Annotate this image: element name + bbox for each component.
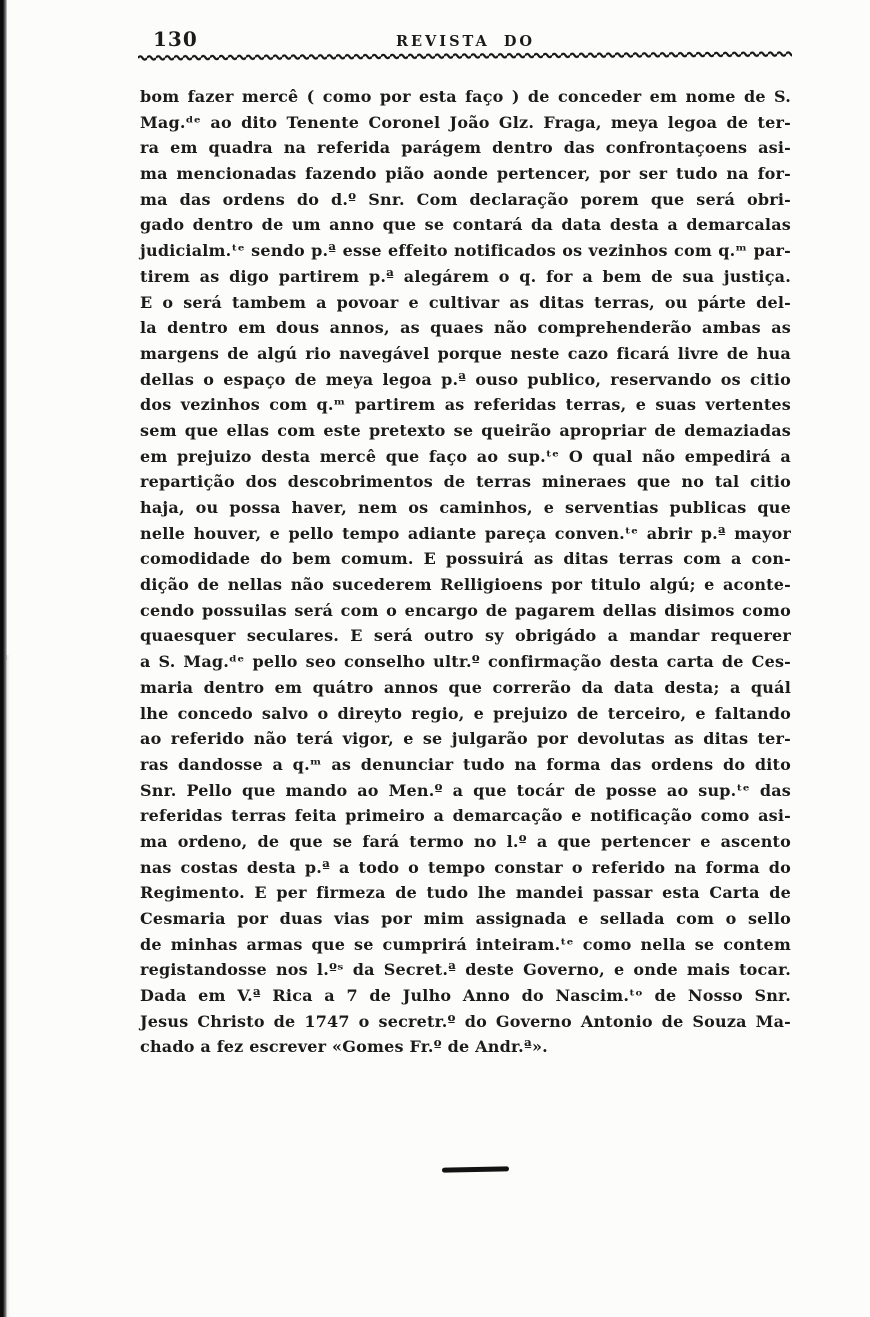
- text-line: ma mencionadas fazendo pião aonde pertencer, por ser tudo na for-: [140, 164, 791, 184]
- text-line: de minhas armas que se cumprirá inteiram.ᵗᵉ como nella se contem: [140, 934, 791, 954]
- text-line: judicialm.ᵗᵉ sendo p.ª esse effeito notificados os vezinhos com q.ᵐ par-: [140, 241, 791, 261]
- text-line: Cesmaria por duas vias por mim assignada e sellada com o sello: [140, 909, 791, 928]
- text-line: referidas terras feita primeiro a demarcação e notificação como asi-: [140, 806, 791, 826]
- text-line: sem que ellas com este pretexto se queirão apropriar de demaziadas: [140, 420, 791, 440]
- text-line: ra em quadra na referida parágem dentro das confrontaçoens asi-: [140, 138, 791, 158]
- text-line: em prejuizo desta mercê que faço ao sup.ᵗᵉ O qual não empedirá a: [140, 446, 791, 466]
- text-line: quaesquer seculares. E será outro sy obrigádo a mandar requerer: [140, 626, 791, 646]
- text-line: dos vezinhos com q.ᵐ partirem as referidas terras, e suas vertentes: [140, 395, 791, 415]
- text-line: Dada em V.ª Rica a 7 de Julho Anno do Nascim.ᵗᵒ de Nosso Snr.: [140, 986, 791, 1006]
- text-line: comodidade do bem comum. E possuirá as ditas terras com a con-: [140, 549, 791, 569]
- text-line: margens de algú rio navegável porque neste cazo ficará livre de hua: [140, 343, 791, 363]
- text-line: cendo possuilas será com o encargo de pagarem dellas disimos como: [140, 600, 791, 620]
- end-rule: [442, 1166, 509, 1172]
- text-line: ras dandosse a q.ᵐ as denunciar tudo na forma das ordens do dito: [140, 754, 791, 774]
- text-line: Mag.ᵈᵉ ao dito Tenente Coronel João Glz. Fraga, meya legoa de ter-: [140, 112, 791, 132]
- text-line: ma ordeno, de que se fará termo no l.º a que pertencer e ascento: [140, 831, 791, 851]
- wavy-rule-icon: [138, 49, 792, 62]
- text-line: Regimento. E per firmeza de tudo lhe mandei passar esta Carta de: [140, 883, 791, 903]
- text-line: gado dentro de um anno que se contará da data desta a demarcalas: [140, 215, 791, 235]
- text-line: a S. Mag.ᵈᵉ pello seo conselho ultr.º confirmação desta carta de Ces-: [140, 652, 791, 672]
- text-line: Snr. Pello que mando ao Men.º a que tocár de posse ao sup.ᵗᵉ das: [140, 780, 791, 800]
- text-line: ao referido não terá vigor, e se julgarão por devolutas as ditas ter-: [140, 729, 791, 749]
- scan-gutter-shadow-top: [0, 0, 7, 660]
- text-line: bom fazer mercê ( como por esta faço ) de conceder em nome de S.: [140, 87, 791, 106]
- scan-gutter-shadow-bottom: [0, 655, 10, 1317]
- text-line: Jesus Christo de 1747 o secretr.º do Governo Antonio de Souza Ma-: [140, 1011, 791, 1031]
- text-line: ma das ordens do d.º Snr. Com declaração porem que será obri-: [140, 189, 791, 209]
- body-text: [140, 84, 791, 1060]
- text-line: dellas o espaço de meya legoa p.ª ouso publico, reservando os citio: [140, 369, 791, 389]
- running-title: REVISTA DO: [395, 33, 536, 50]
- text-line: la dentro em dous annos, as quaes não comprehenderão ambas as: [140, 318, 791, 338]
- text-line: lhe concedo salvo o direyto regio, e prejuizo de terceiro, e faltando: [140, 703, 791, 723]
- page-number: 130: [153, 27, 198, 51]
- text-line: maria dentro em quátro annos que correrão da data desta; a quál: [140, 677, 791, 697]
- text-line: repartição dos descobrimentos de terras mineraes que no tal citio: [140, 472, 791, 492]
- text-line: haja, ou possa haver, nem os caminhos, e serventias publicas que: [140, 498, 791, 517]
- text-line: E o será tambem a povoar e cultivar as ditas terras, ou párte del-: [140, 292, 791, 312]
- text-line: tirem as digo partirem p.ª alegárem o q. for a bem de sua justiça.: [140, 266, 791, 286]
- text-line: nas costas desta p.ª a todo o tempo constar o referido na forma do: [140, 857, 791, 877]
- text-line: chado a fez escrever «Gomes Fr.º de Andr.ª».: [140, 1037, 548, 1057]
- text-line: dição de nellas não sucederem Relligioens por titulo algú; e aconte-: [140, 575, 791, 595]
- text-line: nelle houver, e pello tempo adiante pareça conven.ᵗᵉ abrir p.ª mayor: [140, 523, 791, 543]
- text-line: registandosse nos l.ºˢ da Secret.ª deste Governo, e onde mais tocar.: [140, 960, 791, 980]
